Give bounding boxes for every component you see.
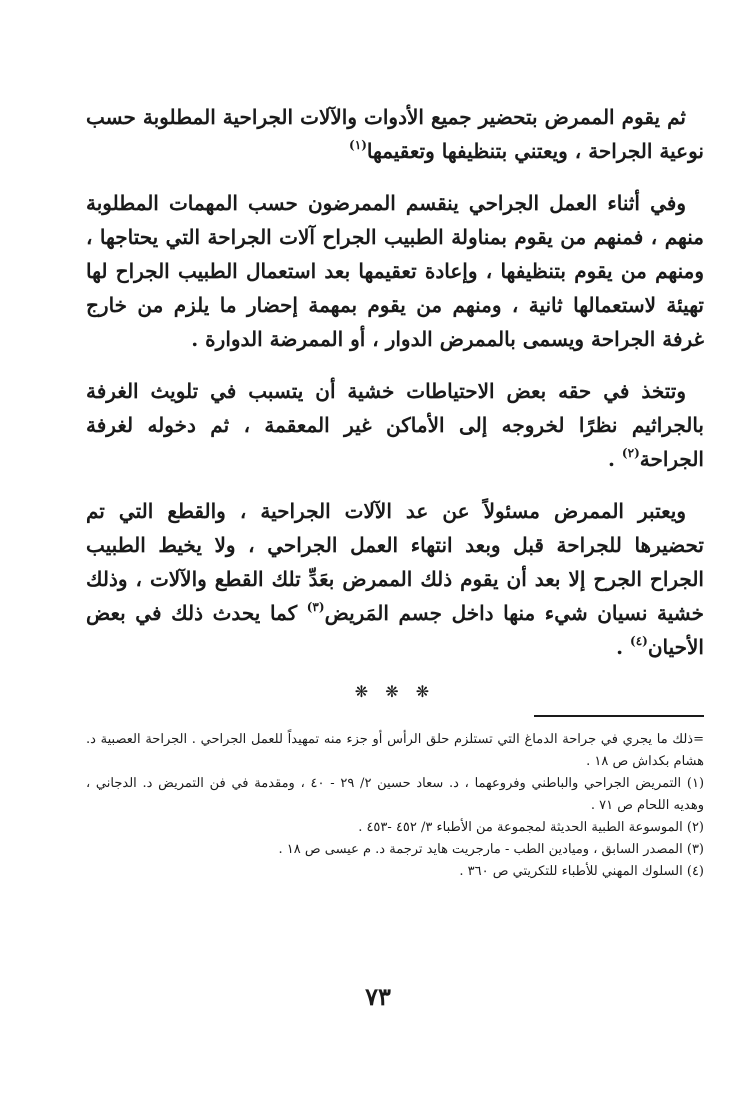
footnote-divider (534, 715, 704, 717)
paragraph-4-text: ويعتبر الممرض مسئولاً عن عد الآلات الجراحية ، والقطع التي تم تحضيرها للجراحة قبل وبعد انتهاء العمل الجراحي ، ولا يخيط الطبيب الجراح الجرح إلا بعد أن يقوم ذلك الممرض بعَدِّ تلك القطع والآلات ، وذلك خشية نسيان شيء منها داخل جسم المَريض (86, 499, 704, 625)
page-number: ٧٣ (365, 982, 391, 1011)
footnote-1: (١) التمريض الجراحي والباطني وفروعهما ، د. سعاد حسين ٢/ ٢٩ - ٤٠ ، ومقدمة في فن التمريض د. الدجاني ، وهديه اللحام ص ٧١ . (86, 776, 705, 813)
paragraph-1 (86, 100, 704, 168)
footnote-2: (٢) الموسوعة الطبية الحديثة لمجموعة من الأطباء ٣/ ٤٥٢ -٤٥٣ . (358, 820, 704, 835)
footnote-ref-3: (٣) (306, 600, 325, 614)
paragraph-3-text: وتتخذ في حقه بعض الاحتياطات خشية أن يتسبب في تلويث الغرفة بالجراثيم نظرًا لخروجه إلى الأماكن غير المعقمة ، ثم دخوله لغرفة الجراحة (86, 379, 704, 471)
section-separator: ❋ ❋ ❋ (354, 682, 436, 701)
footnote-3: (٣) المصدر السابق ، وميادين الطب - مارجريت هايد ترجمة د. م عيسى ص ١٨ . (278, 842, 704, 857)
footnotes (86, 729, 704, 883)
footnote-ref-1: (١) (349, 138, 367, 152)
paragraph-4-end: . (616, 635, 631, 659)
paragraph-3 (86, 374, 704, 476)
paragraph-1-text: ثم يقوم الممرض بتحضير جميع الأدوات والآلات الجراحية المطلوبة حسب نوعية الجراحة ، ويعتني بتنظيفها وتعقيمها (86, 105, 704, 163)
page-body (86, 100, 704, 883)
footnote-ref-2: (٢) (621, 446, 640, 460)
footnote-ref-4: (٤) (630, 634, 648, 648)
paragraph-4 (86, 494, 704, 664)
paragraph-2 (86, 186, 704, 356)
footnote-4: (٤) السلوك المهني للأطباء للتكريتي ص ٣٦٠ . (459, 864, 704, 879)
footnote-continued: =ذلك ما يجري في جراحة الدماغ التي تستلزم حلق الرأس أو جزء منه تمهيداً للعمل الجراحي . الجراحة العصبية د. هشام بكداش ص ١٨ . (86, 732, 704, 769)
paragraph-3-end: . (607, 447, 622, 471)
paragraph-4-continuation: كما يحدث ذلك في بعض الأحيان (86, 601, 704, 659)
paragraph-2-text: وفي أثناء العمل الجراحي ينقسم الممرضون حسب المهمات المطلوبة منهم ، فمنهم من يقوم بمناولة الطبيب الجراح آلات الجراحة التي يحتاجها ، ومنهم من يقوم بتنظيفها ، وإعادة تعقيمها بعد استعمال الطبيب الجراح لها تهيئة لاستعمالها ثانية ، ومنهم من يقوم بمهمة إحضار ما يلزم من خارج غرفة الجراحة ويسمى بالممرض الدوار ، أو الممرضة الدوارة . (86, 191, 704, 351)
